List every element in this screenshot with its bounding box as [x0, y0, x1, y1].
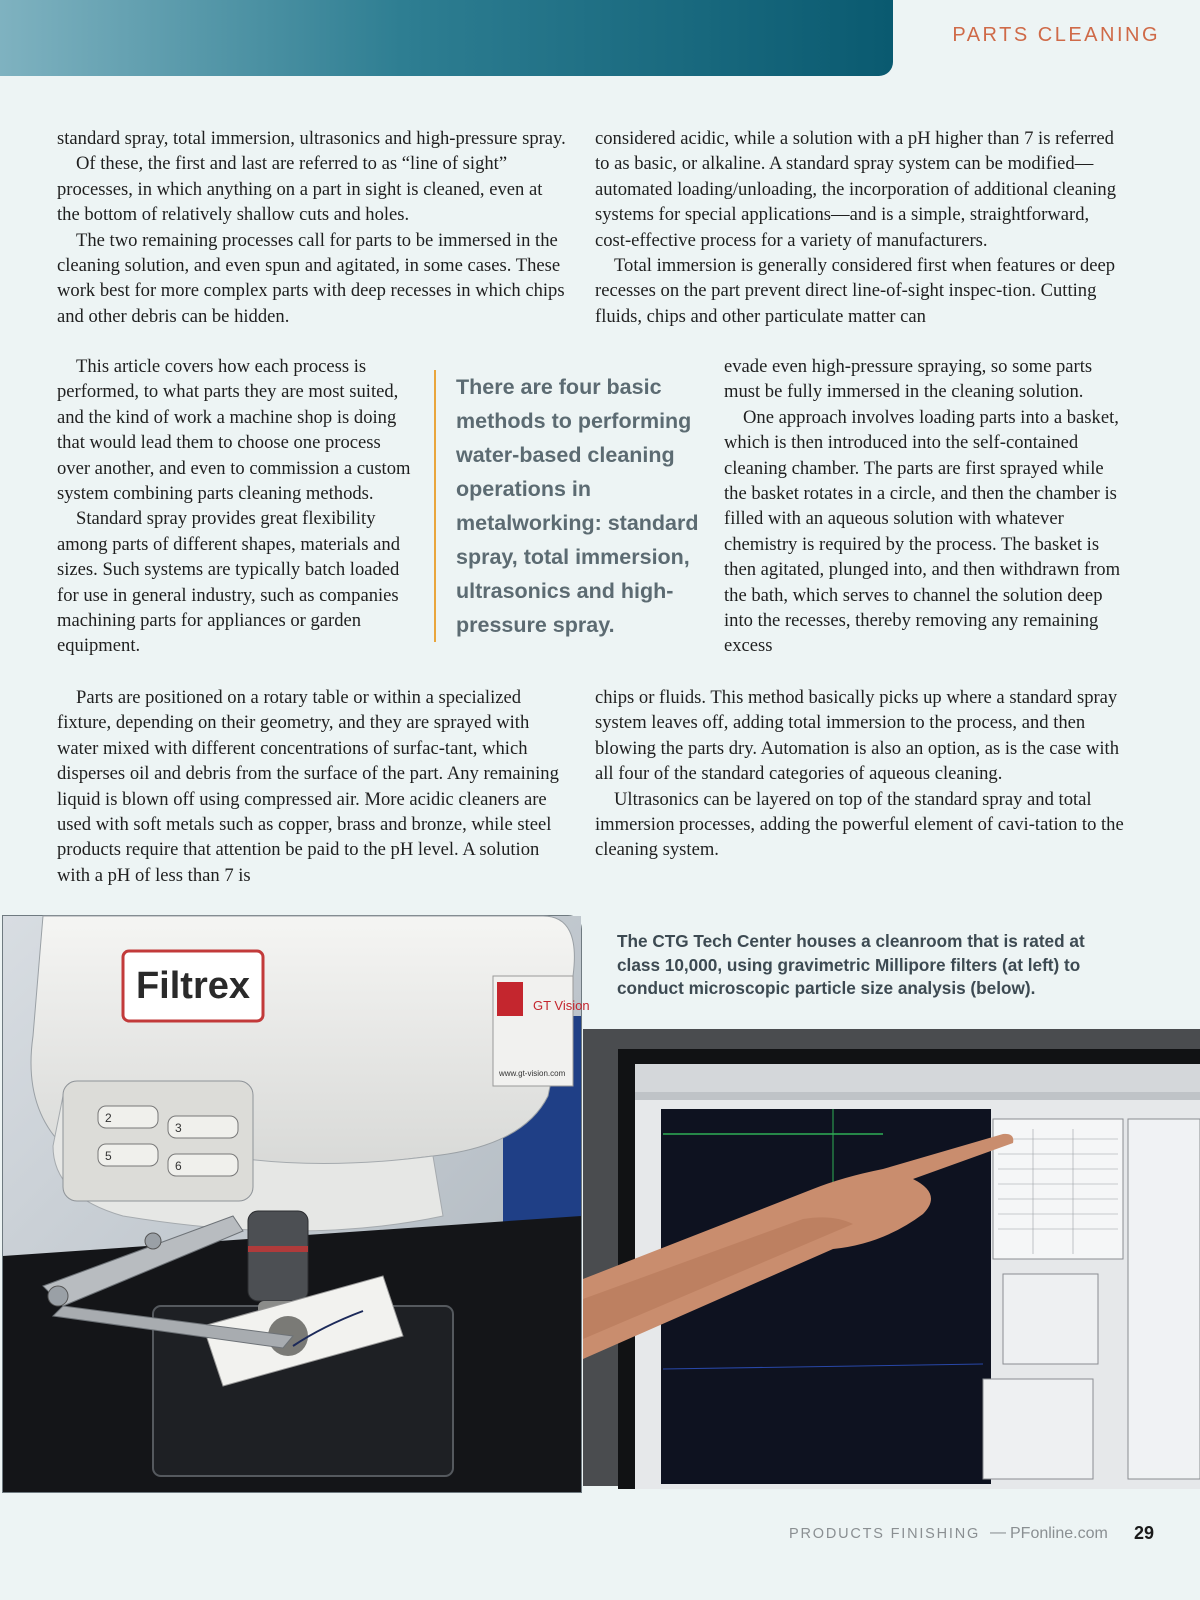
article-column-right-narrow	[724, 354, 1124, 659]
key-3: 3	[175, 1121, 182, 1135]
article-column-left-top	[57, 126, 567, 329]
pull-quote: There are four basic methods to performing water-based cleaning operations in metalworking: standard spray, total immersion, ultrasonics and high-pressure spray.	[434, 370, 726, 642]
header-band	[0, 0, 893, 76]
footer-separator: —	[990, 1524, 1006, 1541]
paragraph: considered acidic, while a solution with a pH higher than 7 is referred to as basic, or alkaline. A standard spray system can be modified—automated loading/unloading, the incorporation of additional cleaning systems for special applications—and is a simple, straightforward, cost-effective process for a variety of manufacturers.	[595, 128, 1116, 251]
paragraph: evade even high-pressure spraying, so some parts must be fully immersed in the cleaning solution.	[724, 356, 1093, 403]
key-5: 5	[105, 1149, 112, 1163]
section-label: PARTS CLEANING	[952, 24, 1160, 46]
article-column-left-bottom	[57, 685, 567, 888]
paragraph: This article covers how each process is performed, to what parts they are most suited, and the kind of work a machine shop is doing that would lead them to choose one process over another, and even to commission a custom system combining parts cleaning methods.	[57, 356, 411, 505]
paragraph: standard spray, total immersion, ultrasonics and high-pressure spray.	[57, 128, 566, 149]
photo-caption: The CTG Tech Center houses a cleanroom that is rated at class 10,000, using gravimetric Millipore filters (at left) to conduct microscopic particle size analysis (below).	[617, 931, 1085, 998]
footer-site: PFonline.com	[1010, 1525, 1108, 1542]
article-column-right-top	[595, 126, 1125, 329]
paragraph: One approach involves loading parts into a basket, which is then introduced into the self-contained cleaning chamber. The parts are first sprayed while the basket rotates in a circle, and then the chamber is filled with an aqueous solution with whatever chemistry is required by the process. The basket is then agitated, plunged into, and then withdrawn from the bath, which serves to channel the solution deep into the recesses, thereby removing any remaining excess	[724, 406, 1121, 657]
photo-particle-analysis-monitor	[583, 1029, 1200, 1486]
paragraph: Standard spray provides great flexibility among parts of different shapes, materials and sizes. Such systems are typically batch loaded for use in general industry, such as companies machining parts for appliances or garden equipment.	[57, 508, 401, 657]
vision-logo-text: GT Vision	[533, 998, 590, 1013]
paragraph: Total immersion is generally considered first when features or deep recesses on the part prevent direct line-of-sight inspec-tion. Cutting fluids, chips and other particulate matter can	[595, 255, 1116, 327]
paragraph: Parts are positioned on a rotary table or within a specialized fixture, depending on their geometry, and they are sprayed with water mixed with different concentrations of surfac-tant, which disperses oil and debris from the surface of the part. Any remaining liquid is blown off using compressed air. More acidic cleaners are used with soft metals such as copper, brass and bronze, while steel products require that attention be paid to the pH level. A solution with a pH of less than 7 is	[57, 687, 559, 886]
brand-label: Filtrex	[135, 965, 251, 1007]
microscope-illustration	[3, 916, 590, 1492]
page-number: 29	[1134, 1523, 1155, 1543]
paragraph: Ultrasonics can be layered on top of the standard spray and total immersion processes, adding the powerful element of cavi-tation to the cleaning system.	[595, 788, 1124, 861]
footer-magazine-name: PRODUCTS FINISHING	[789, 1526, 981, 1542]
key-2: 2	[105, 1111, 112, 1125]
article-column-right-bottom	[595, 685, 1125, 863]
key-6: 6	[175, 1159, 182, 1173]
photo-filtrex-microscope	[2, 915, 590, 1493]
paragraph: Of these, the first and last are referred to as “line of sight” processes, in which anything on a part in sight is cleaned, even at the bottom of relatively shallow cuts and holes.	[57, 153, 543, 226]
article-column-left-narrow	[57, 354, 412, 659]
monitor-illustration	[583, 1029, 1200, 1486]
paragraph: chips or fluids. This method basically picks up where a standard spray system leaves off, adding total immersion to the process, and then blowing the parts dry. Automation is also an option, as is the case with all four of the standard categories of aqueous cleaning.	[595, 687, 1119, 785]
vision-web-text: www.gt-vision.com	[499, 1069, 566, 1078]
paragraph: The two remaining processes call for parts to be immersed in the cleaning solution, and even spun and agitated, in some cases. These work best for more complex parts with deep recesses in which chips and other debris can be hidden.	[57, 229, 565, 327]
